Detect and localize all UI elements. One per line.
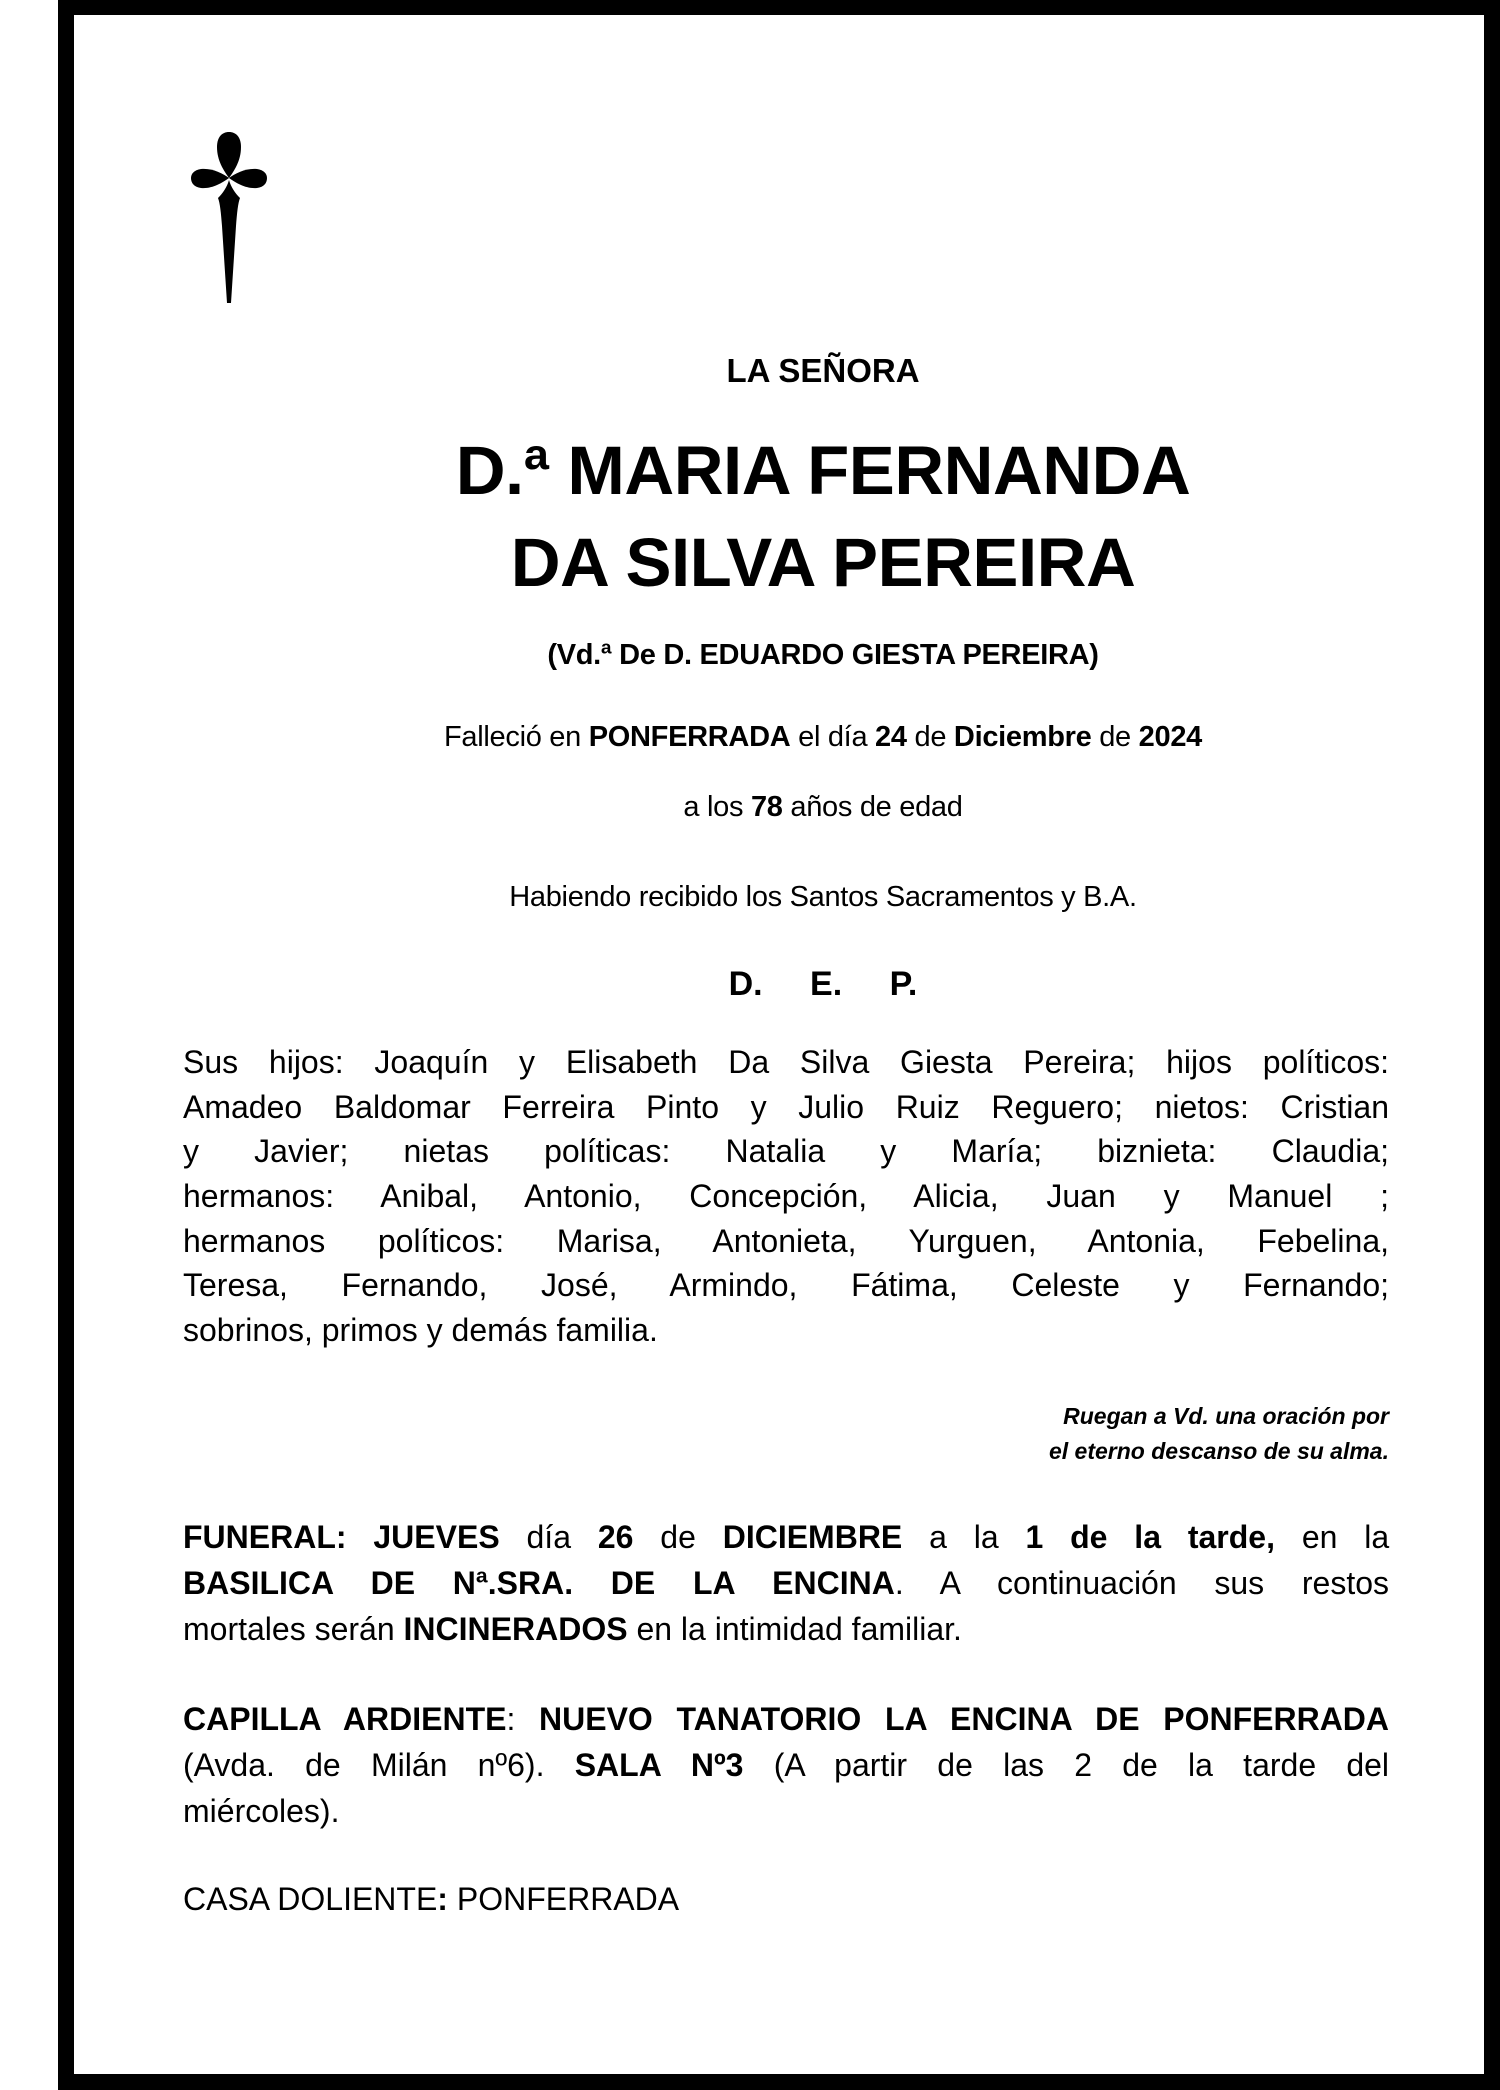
age-suffix: años de edad: [790, 791, 963, 823]
sacraments-line: Habiendo recibido los Santos Sacramentos y B.A.: [509, 881, 1137, 913]
family-paragraph: [183, 1040, 1389, 1353]
family-line: Teresa, Fernando, José, Armindo, Fátima, Celeste y Fernando;: [183, 1267, 1389, 1304]
funeral-disposition: INCINERADOS: [403, 1611, 628, 1647]
death-place: PONFERRADA: [588, 721, 791, 753]
funeral-day: 26: [597, 1519, 634, 1555]
death-text-3: de: [1099, 721, 1131, 753]
funeral-text: a la: [929, 1519, 999, 1555]
title-label: LA SEÑORA: [726, 352, 920, 389]
death-prefix: Falleció en: [444, 721, 581, 753]
funeral-text: de: [660, 1519, 696, 1555]
family-line: Sus hijos: Joaquín y Elisabeth Da Silva Giesta Pereira; hijos políticos:: [183, 1044, 1389, 1080]
death-year: 2024: [1138, 721, 1202, 753]
chapel-paragraph: [183, 1696, 1389, 1834]
age-prefix: a los: [683, 791, 744, 823]
death-day: 24: [875, 721, 907, 753]
funeral-line-2: [183, 1560, 1389, 1606]
dep-line: D. E. P.: [728, 965, 918, 1003]
chapel-line-1: [183, 1696, 1389, 1742]
funeral-church: BASILICA DE Nª.SRA. DE LA ENCINA: [183, 1565, 895, 1601]
deceased-name: [183, 425, 1463, 609]
family-line: hermanos: Anibal, Antonio, Concepción, Alicia, Juan y Manuel ;: [183, 1178, 1389, 1215]
prayer-request: [183, 1399, 1389, 1469]
home-place: PONFERRADA: [456, 1881, 680, 1917]
family-line: sobrinos, primos y demás familia.: [183, 1312, 658, 1349]
funeral-text: mortales serán: [183, 1611, 395, 1647]
chapel-venue: NUEVO TANATORIO LA ENCINA DE PONFERRADA: [539, 1701, 1390, 1737]
funeral-text: día: [526, 1519, 571, 1555]
deceased-name-line-1: D.ª MARIA FERNANDA: [455, 432, 1191, 509]
funeral-line-3: [183, 1606, 1389, 1652]
funeral-label: FUNERAL:: [183, 1519, 347, 1555]
funeral-time: 1 de la tarde,: [1025, 1519, 1275, 1555]
family-line: y Javier; nietas políticas: Natalia y María; biznieta: Claudia;: [183, 1133, 1389, 1170]
chapel-label: CAPILLA ARDIENTE: [183, 1701, 507, 1737]
chapel-line-3: miércoles).: [183, 1793, 340, 1829]
home-line: [183, 1876, 1389, 1922]
death-text-2: de: [914, 721, 947, 753]
age-line: [183, 787, 1463, 827]
widow-of-line: (Vd.ª De D. EDUARDO GIESTA PEREIRA): [547, 639, 1099, 671]
funeral-month: DICIEMBRE: [722, 1519, 903, 1555]
funeral-text: en la intimidad familiar.: [636, 1611, 962, 1647]
funeral-line-1: [183, 1514, 1389, 1560]
age-value: 78: [750, 791, 783, 823]
chapel-hours: (A partir de las 2 de la tarde del: [773, 1747, 1390, 1783]
home-colon: :: [437, 1881, 448, 1917]
funeral-paragraph: [183, 1514, 1389, 1652]
chapel-colon: :: [506, 1701, 516, 1737]
home-line-text: [183, 1876, 1389, 1922]
prayer-line-2: el eterno descanso de su alma.: [1048, 1438, 1389, 1464]
death-text-1: el día: [798, 721, 868, 753]
funeral-weekday: JUEVES: [373, 1519, 500, 1555]
prayer-line-1: Ruegan a Vd. una oración por: [1063, 1403, 1389, 1429]
chapel-line-2: [183, 1742, 1389, 1788]
deceased-name-line-2: DA SILVA PEREIRA: [510, 524, 1136, 601]
family-line: Amadeo Baldomar Ferreira Pinto y Julio Ruiz Reguero; nietos: Cristian: [183, 1088, 1389, 1125]
home-label: CASA DOLIENTE: [183, 1881, 438, 1917]
funeral-text: . A continuación sus restos: [894, 1565, 1390, 1601]
santiago-cross-icon: [189, 131, 269, 304]
death-info-line: [183, 717, 1463, 757]
family-line: hermanos políticos: Marisa, Antonieta, Yurguen, Antonia, Febelina,: [183, 1222, 1389, 1259]
chapel-address: (Avda. de Milán nº6).: [183, 1747, 545, 1783]
chapel-room: SALA Nº3: [574, 1747, 744, 1783]
death-month: Diciembre: [953, 721, 1092, 753]
funeral-text: en la: [1301, 1519, 1390, 1555]
